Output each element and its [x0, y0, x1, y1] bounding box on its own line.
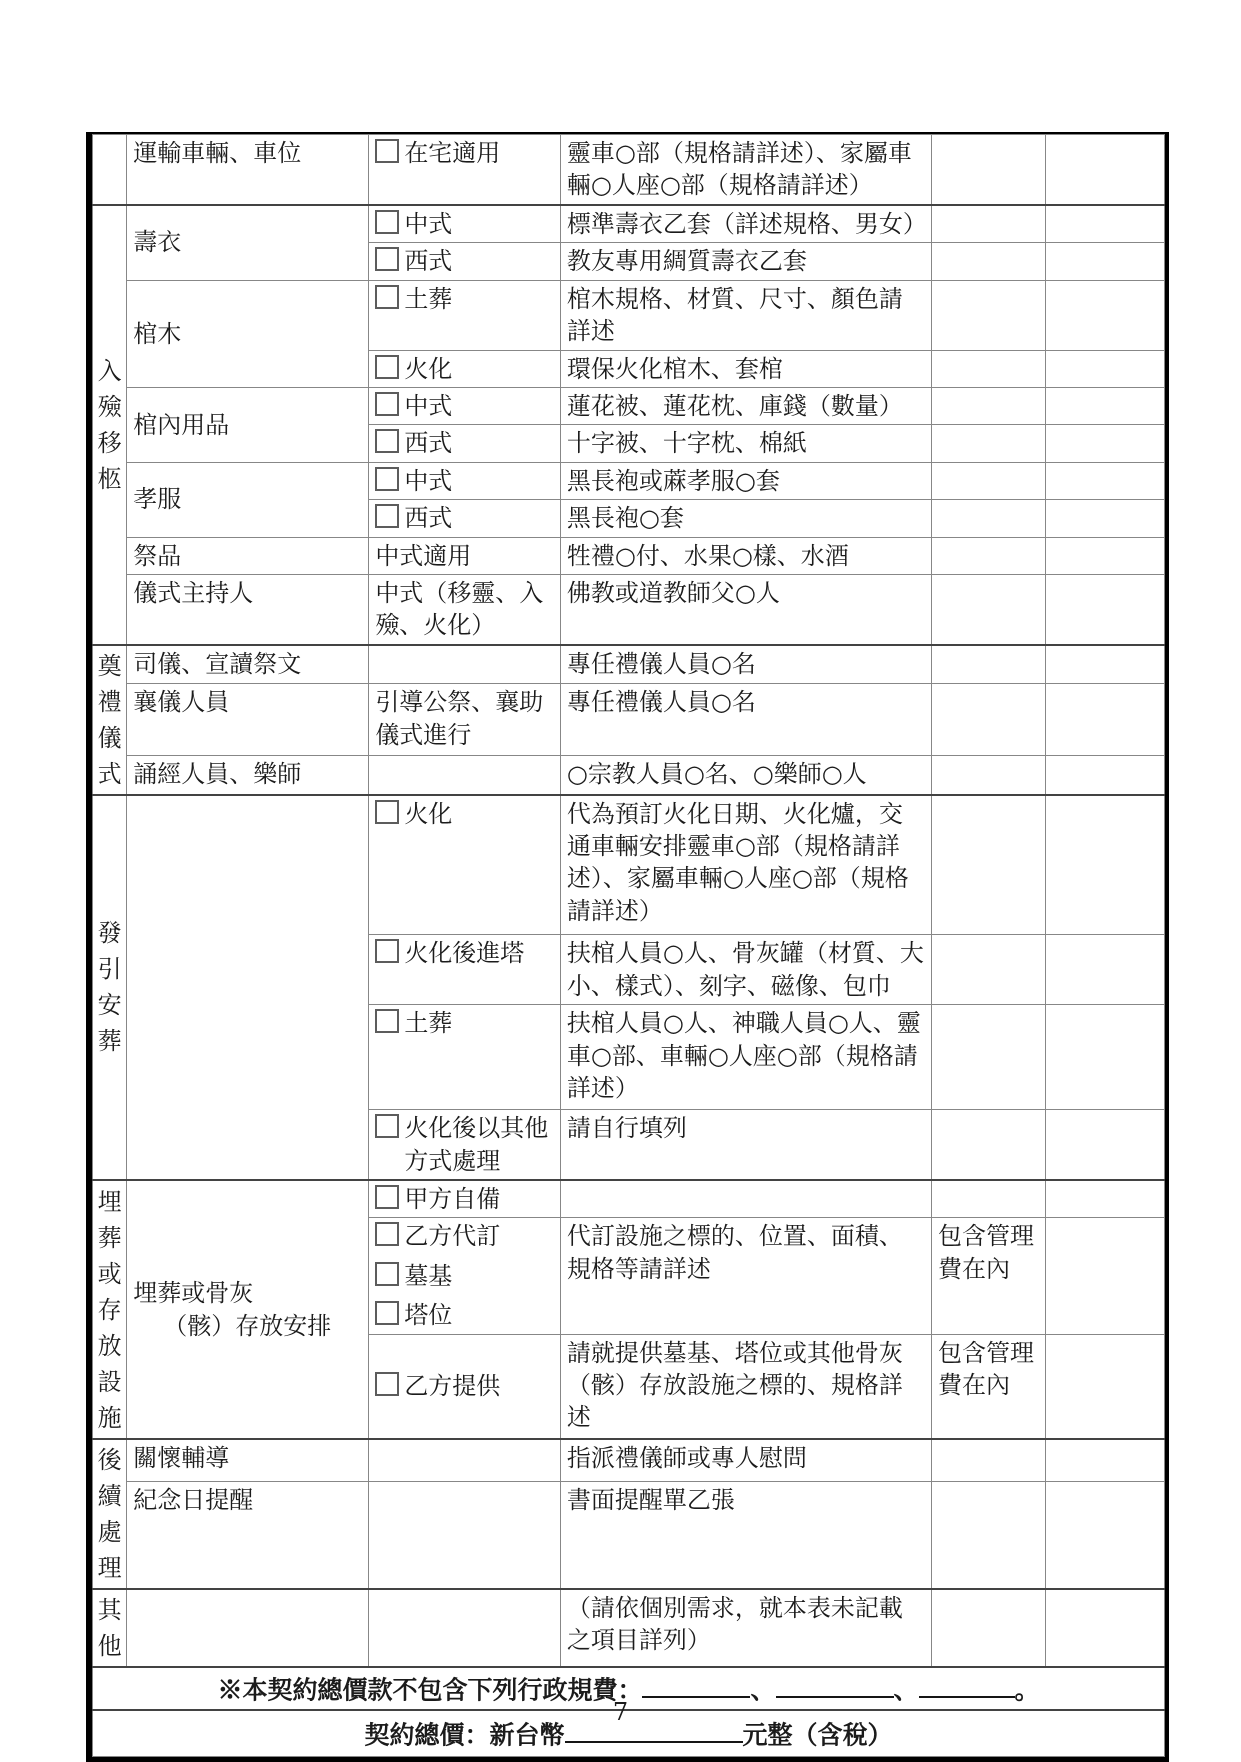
option-cell: [369, 537, 561, 574]
option-label: 土葬: [404, 1009, 453, 1038]
item-cell: [127, 280, 369, 387]
note-cell: [932, 795, 1046, 935]
description-cell: [560, 1180, 931, 1218]
option-label: 中式: [404, 391, 453, 420]
checkbox[interactable]: [375, 1222, 399, 1246]
item-cell: [127, 537, 369, 574]
description-cell: [560, 243, 931, 280]
note-cell: [932, 425, 1046, 462]
option-cell: [369, 1110, 561, 1180]
description-cell: [560, 537, 931, 574]
option-label: 土葬: [404, 284, 453, 313]
checkbox[interactable]: [375, 467, 399, 491]
description-text: 指派禮儀師或專人慰問: [566, 1444, 807, 1473]
blank-line[interactable]: [919, 1670, 1015, 1698]
option-cell: [369, 1005, 561, 1110]
price-cell: [1045, 1334, 1164, 1439]
checkbox[interactable]: [375, 210, 399, 234]
option-cell: [369, 205, 561, 243]
option-label: 火化: [404, 354, 453, 383]
admin-fee-text: ※本契約總價款不包含下列行政規費：: [217, 1675, 643, 1705]
option-label: 乙方提供: [404, 1372, 501, 1401]
option-label: 甲方自備: [404, 1184, 501, 1213]
item-cell: [127, 684, 369, 756]
category-cell: [93, 135, 127, 205]
option-label: 乙方代訂: [404, 1222, 501, 1251]
description-cell: [560, 756, 931, 795]
option-cell: [369, 500, 561, 537]
table-row: [93, 1439, 1165, 1481]
table-row: [93, 205, 1165, 243]
item-label: 祭品: [133, 541, 182, 570]
item-label: 誦經人員、樂師: [133, 760, 302, 789]
blank-line[interactable]: [776, 1670, 894, 1698]
note-cell: [932, 756, 1046, 795]
page-number: 7: [612, 1698, 629, 1726]
price-cell: [1045, 684, 1164, 756]
description-cell: [560, 1439, 931, 1481]
table-row: [93, 387, 1165, 424]
price-cell: [1045, 462, 1164, 499]
description-text: 黑長袍或蔴孝服○套: [566, 466, 780, 495]
option-label: 中式: [404, 466, 453, 495]
option-cell: [369, 1439, 561, 1481]
note-cell: [932, 1334, 1046, 1439]
table-row: [93, 684, 1165, 756]
table-row: [93, 1589, 1165, 1667]
description-cell: [560, 350, 931, 387]
description-text: ○宗教人員○名、○樂師○人: [566, 760, 867, 789]
category-cell: [93, 645, 127, 795]
price-cell: [1045, 1110, 1164, 1180]
description-cell: [560, 500, 931, 537]
option-label: 火化: [404, 799, 453, 828]
item-cell: [127, 462, 369, 537]
option-cell: [369, 574, 561, 644]
note-cell: [932, 1218, 1046, 1334]
price-cell: [1045, 1180, 1164, 1218]
price-cell: [1045, 350, 1164, 387]
note-cell: [932, 537, 1046, 574]
section-label: 入殮移柩: [97, 356, 122, 493]
note-cell: [932, 1180, 1046, 1218]
category-cell: [93, 1589, 127, 1667]
description-cell: [560, 574, 931, 644]
option: [375, 1220, 554, 1252]
period: 。: [1014, 1675, 1040, 1705]
service-items-table: [92, 134, 1165, 1757]
checkbox[interactable]: [375, 1372, 399, 1396]
note-cell: [932, 1439, 1046, 1481]
checkbox[interactable]: [375, 1114, 399, 1138]
option-cell: [369, 243, 561, 280]
description-cell: [560, 205, 931, 243]
note-cell: [932, 1005, 1046, 1110]
option-cell: [369, 645, 561, 684]
note-cell: [932, 935, 1046, 1005]
section-label: 埋葬或存放設施: [97, 1187, 122, 1432]
description-text: 代訂設施之標的、位置、面積、規格等請詳述: [566, 1222, 903, 1283]
table-row: [93, 574, 1165, 644]
option-cell: [369, 387, 561, 424]
description-text: 牲禮○付、水果○樣、水酒: [566, 541, 849, 570]
item-cell: [127, 1439, 369, 1481]
description-text: 十字被、十字枕、棉紙: [566, 429, 807, 458]
price-cell: [1045, 1439, 1164, 1481]
option-cell: [369, 1218, 561, 1334]
item-cell: [127, 645, 369, 684]
option: [375, 1299, 554, 1331]
note-cell: [932, 1589, 1046, 1667]
note-cell: [932, 645, 1046, 684]
item-label-line2: （骸）存放安排: [163, 1311, 332, 1340]
item-cell: [127, 1589, 369, 1667]
category-cell: [93, 1439, 127, 1589]
item-cell: [127, 795, 369, 1180]
option-label: 中式: [404, 209, 453, 238]
option-label: 中式（移靈、入殮、火化）: [375, 578, 544, 640]
note-cell: [932, 205, 1046, 243]
description-cell: [560, 935, 931, 1005]
price-cell: [1045, 205, 1164, 243]
option-cell: [369, 935, 561, 1005]
category-cell: [93, 795, 127, 1180]
description-text: 黑長袍○套: [566, 504, 684, 533]
checkbox[interactable]: [375, 247, 399, 271]
table-row: [93, 1180, 1165, 1218]
section-label: 發引安葬: [97, 919, 122, 1056]
item-cell: [127, 1481, 369, 1589]
option: [375, 1260, 554, 1292]
item-label: 關懷輔導: [133, 1444, 230, 1473]
price-cell: [1045, 1481, 1164, 1589]
description-text: 扶棺人員○人、神職人員○人、靈車○部、車輛○人座○部（規格請詳述）: [566, 1009, 921, 1102]
contract-total-suffix: 元整（含稅）: [742, 1720, 893, 1750]
description-cell: [560, 684, 931, 756]
checkbox[interactable]: [375, 355, 399, 379]
table-row: [93, 1481, 1165, 1589]
price-cell: [1045, 1218, 1164, 1334]
price-cell: [1045, 935, 1164, 1005]
item-cell: [127, 1180, 369, 1439]
table-row: [93, 280, 1165, 350]
checkbox[interactable]: [375, 1262, 399, 1286]
description-cell: [560, 425, 931, 462]
checkbox[interactable]: [375, 392, 399, 416]
blank-line[interactable]: [642, 1670, 750, 1698]
note-cell: [932, 500, 1046, 537]
table-row: [93, 135, 1165, 205]
description-text: 專任禮儀人員○名: [566, 688, 756, 717]
option-cell: [369, 756, 561, 795]
description-cell: [560, 387, 931, 424]
item-label: 司儀、宣讀祭文: [133, 649, 302, 678]
option-label: 西式: [404, 429, 453, 458]
description-cell: [560, 1334, 931, 1439]
note-cell: [932, 1481, 1046, 1589]
price-cell: [1045, 574, 1164, 644]
description-cell: [560, 1005, 931, 1110]
option: [375, 137, 554, 169]
description-cell: [560, 645, 931, 684]
note-cell: [932, 574, 1046, 644]
contract-total-label: 契約總價：新台幣: [364, 1720, 565, 1750]
description-text: （請依個別需求，就本表未記載之項目詳列）: [566, 1594, 903, 1655]
separator: 、: [750, 1675, 776, 1705]
category-cell: [93, 1180, 127, 1439]
description-text: 蓮花被、蓮花枕、庫錢（數量）: [566, 391, 903, 420]
description-cell: [560, 1589, 931, 1667]
price-cell: [1045, 243, 1164, 280]
option-cell: [369, 350, 561, 387]
description-text: 書面提醒單乙張: [566, 1485, 735, 1514]
checkbox[interactable]: [375, 1301, 399, 1325]
item-label: 棺木: [133, 319, 182, 348]
checkbox[interactable]: [375, 504, 399, 528]
item-label: 孝服: [133, 485, 182, 514]
option-cell: [369, 1180, 561, 1218]
price-cell: [1045, 537, 1164, 574]
price-cell: [1045, 756, 1164, 795]
checkbox[interactable]: [375, 285, 399, 309]
description-text: 靈車○部（規格請詳述）、家屬車輛○人座○部（規格請詳述）: [566, 139, 912, 200]
table-row: [93, 795, 1165, 935]
description-text: 棺木規格、材質、尺寸、顏色請詳述: [566, 284, 903, 345]
description-text: 佛教或道教師父○人: [566, 578, 780, 607]
description-text: 標準壽衣乙套（詳述規格、男女）: [566, 209, 927, 238]
section-label: 其他: [97, 1596, 122, 1661]
option-cell: [369, 1589, 561, 1667]
note-cell: [932, 280, 1046, 350]
note-text: 包含管理費在內: [938, 1338, 1035, 1399]
table-row: [93, 645, 1165, 684]
description-cell: [560, 135, 931, 205]
item-cell: [127, 135, 369, 205]
section-label: 後續處理: [97, 1446, 122, 1583]
option-label: 西式: [404, 504, 453, 533]
section-label: 奠禮儀式: [97, 651, 122, 788]
price-cell: [1045, 1589, 1164, 1667]
item-label: 運輸車輛、車位: [133, 139, 302, 167]
price-cell: [1045, 645, 1164, 684]
price-cell: [1045, 795, 1164, 935]
item-label: 棺內用品: [133, 410, 230, 439]
description-cell: [560, 1481, 931, 1589]
description-cell: [560, 1110, 931, 1180]
option-cell: [369, 280, 561, 350]
category-cell: [93, 205, 127, 645]
price-cell: [1045, 1005, 1164, 1110]
description-text: 請自行填列: [566, 1114, 687, 1143]
description-text: 教友專用綢質壽衣乙套: [566, 247, 807, 276]
item-label: 儀式主持人: [133, 578, 254, 607]
description-text: 專任禮儀人員○名: [566, 649, 756, 678]
item-label: 紀念日提醒: [133, 1485, 254, 1514]
price-cell: [1045, 135, 1164, 205]
option-label: 火化後以其他方式處理: [404, 1114, 549, 1175]
checkbox[interactable]: [375, 139, 399, 163]
option-label: 在宅適用: [404, 139, 501, 167]
checkbox[interactable]: [375, 800, 399, 824]
option: [375, 686, 554, 751]
item-label: 埋葬或骨灰: [133, 1279, 254, 1308]
note-cell: [932, 135, 1046, 205]
item-label: 壽衣: [133, 228, 182, 257]
checkbox[interactable]: [375, 1009, 399, 1033]
separator: 、: [893, 1675, 919, 1705]
item-label: 襄儀人員: [133, 688, 230, 717]
price-cell: [1045, 387, 1164, 424]
option-cell: [369, 684, 561, 756]
description-cell: [560, 462, 931, 499]
note-cell: [932, 243, 1046, 280]
option-label: 火化後進塔: [404, 939, 525, 968]
checkbox[interactable]: [375, 429, 399, 453]
option-label: 西式: [404, 247, 453, 276]
option-cell: [369, 1481, 561, 1589]
option-label: 引導公祭、襄助儀式進行: [375, 688, 544, 749]
note-cell: [932, 1110, 1046, 1180]
option-label: 塔位: [404, 1301, 453, 1330]
description-text: 扶棺人員○人、骨灰罐（材質、大小、樣式）、刻字、磁像、包巾: [566, 939, 924, 1000]
table-row: [93, 462, 1165, 499]
item-cell: [127, 574, 369, 644]
option-cell: [369, 135, 561, 205]
table-row: [93, 756, 1165, 795]
option-label: 中式適用: [375, 541, 472, 570]
price-cell: [1045, 500, 1164, 537]
price-cell: [1045, 425, 1164, 462]
note-cell: [932, 462, 1046, 499]
note-cell: [932, 387, 1046, 424]
description-text: 環保火化棺木、套棺: [566, 354, 783, 383]
option-cell: [369, 795, 561, 935]
description-text: 代為預訂火化日期、火化爐，交通車輛安排靈車○部（規格請詳述）、家屬車輛○人座○部（規格請詳述）: [566, 799, 909, 925]
service-table-frame: [86, 132, 1169, 1762]
option-cell: [369, 425, 561, 462]
item-cell: [127, 387, 369, 462]
description-cell: [560, 1218, 931, 1334]
checkbox[interactable]: [375, 939, 399, 963]
note-text: 包含管理費在內: [938, 1222, 1035, 1283]
item-cell: [127, 756, 369, 795]
description-text: 請就提供墓基、塔位或其他骨灰（骸）存放設施之標的、規格詳述: [566, 1338, 903, 1432]
table-row: [93, 537, 1165, 574]
description-cell: [560, 795, 931, 935]
option: [375, 540, 554, 572]
item-cell: [127, 205, 369, 280]
option: [375, 577, 554, 642]
option-label: 墓基: [404, 1261, 453, 1290]
option-cell: [369, 1334, 561, 1439]
description-cell: [560, 280, 931, 350]
checkbox[interactable]: [375, 1185, 399, 1209]
note-cell: [932, 684, 1046, 756]
price-cell: [1045, 280, 1164, 350]
note-cell: [932, 350, 1046, 387]
option-cell: [369, 462, 561, 499]
